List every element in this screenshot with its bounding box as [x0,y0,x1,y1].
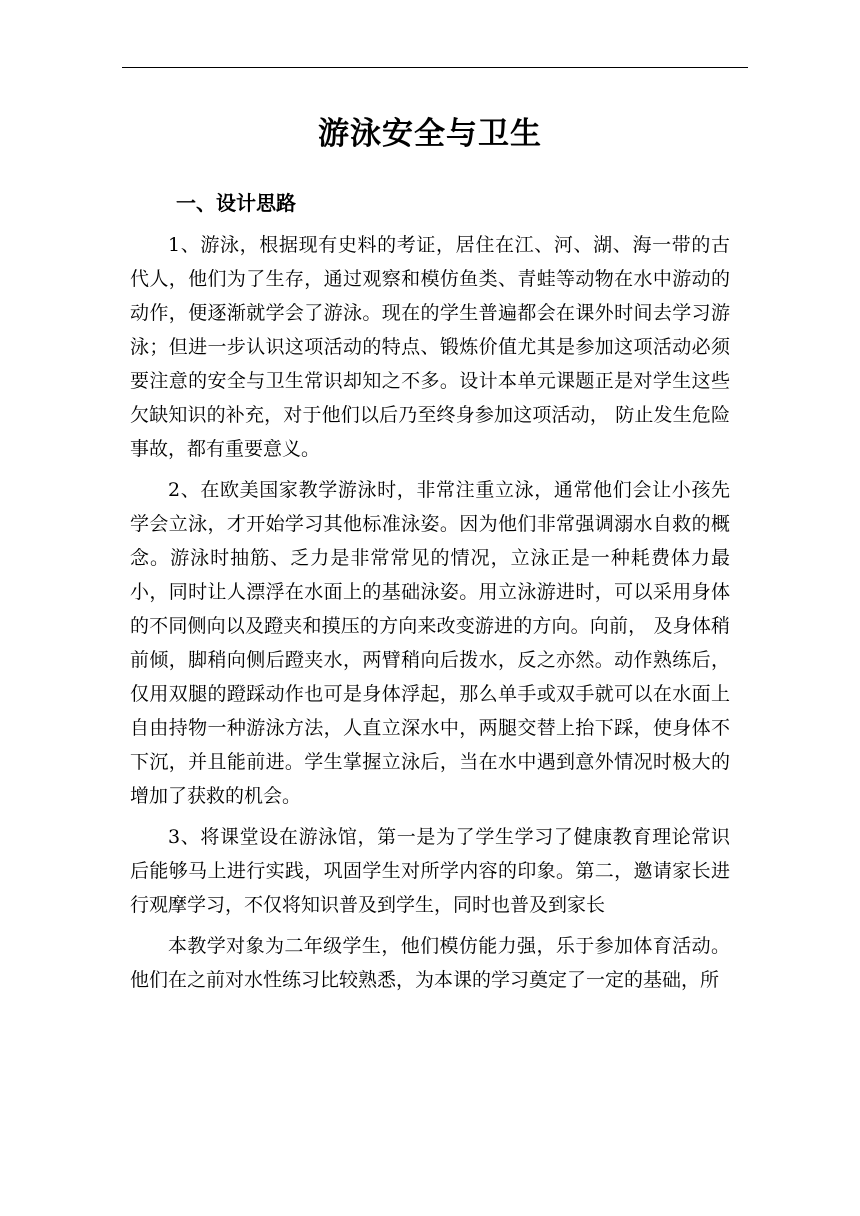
document-body [130,228,730,997]
paragraph-2: 2、在欧美国家教学游泳时，非常注重立泳，通常他们会让小孩先学会立泳，才开始学习其他标准泳姿。因为他们非常强调溺水自救的概念。游泳时抽筋、乏力是非常常见的情况，立泳正是一种耗费体力最小，同时让人漂浮在水面上的基础泳姿。用立泳游进时，可以采用身体的不同侧向以及蹬夹和摸压的方向来改变游进的方向。向前， 及身体稍前倾，脚稍向侧后蹬夹水，两臂稍向后拨水，反之亦然。动作熟练后，仅用双腿的蹬踩动作也可是身体浮起，那么单手或双手就可以在水面上自由持物一种游泳方法，人直立深水中，两腿交替上抬下踩，使身体不下沉，并且能前进。学生掌握立泳后，当在水中遇到意外情况时极大的增加了获救的机会。 [130,479,730,807]
paragraph-1: 1、游泳，根据现有史料的考证，居住在江、河、湖、海一带的古代人，他们为了生存，通过观察和模仿鱼类、青蛙等动物在水中游动的动作，便逐渐就学会了游泳。现在的学生普遍都会在课外时间去学习游泳；但进一步认识这项活动的特点、锻炼价值尤其是参加这项活动必须要注意的安全与卫生常识却知之不多。设计本单元课题正是对学生这些欠缺知识的补充，对于他们以后乃至终身参加这项活动， 防止发生危险事故，都有重要意义。 [130,234,730,460]
section-heading: 一、设计思路 [176,191,296,215]
paragraph-4: 本教学对象为二年级学生，他们模仿能力强，乐于参加体育活动。他们在之前对水性练习比较熟悉，为本课的学习奠定了一定的基础，所 [130,935,730,991]
paragraph-3: 3、将课堂设在游泳馆，第一是为了学生学习了健康教育理论常识后能够马上进行实践，巩固学生对所学内容的印象。第二，邀请家长进行观摩学习，不仅将知识普及到学生，同时也普及到家长 [130,826,730,916]
header-rule [122,67,748,68]
document-title: 游泳安全与卫生 [318,116,542,152]
